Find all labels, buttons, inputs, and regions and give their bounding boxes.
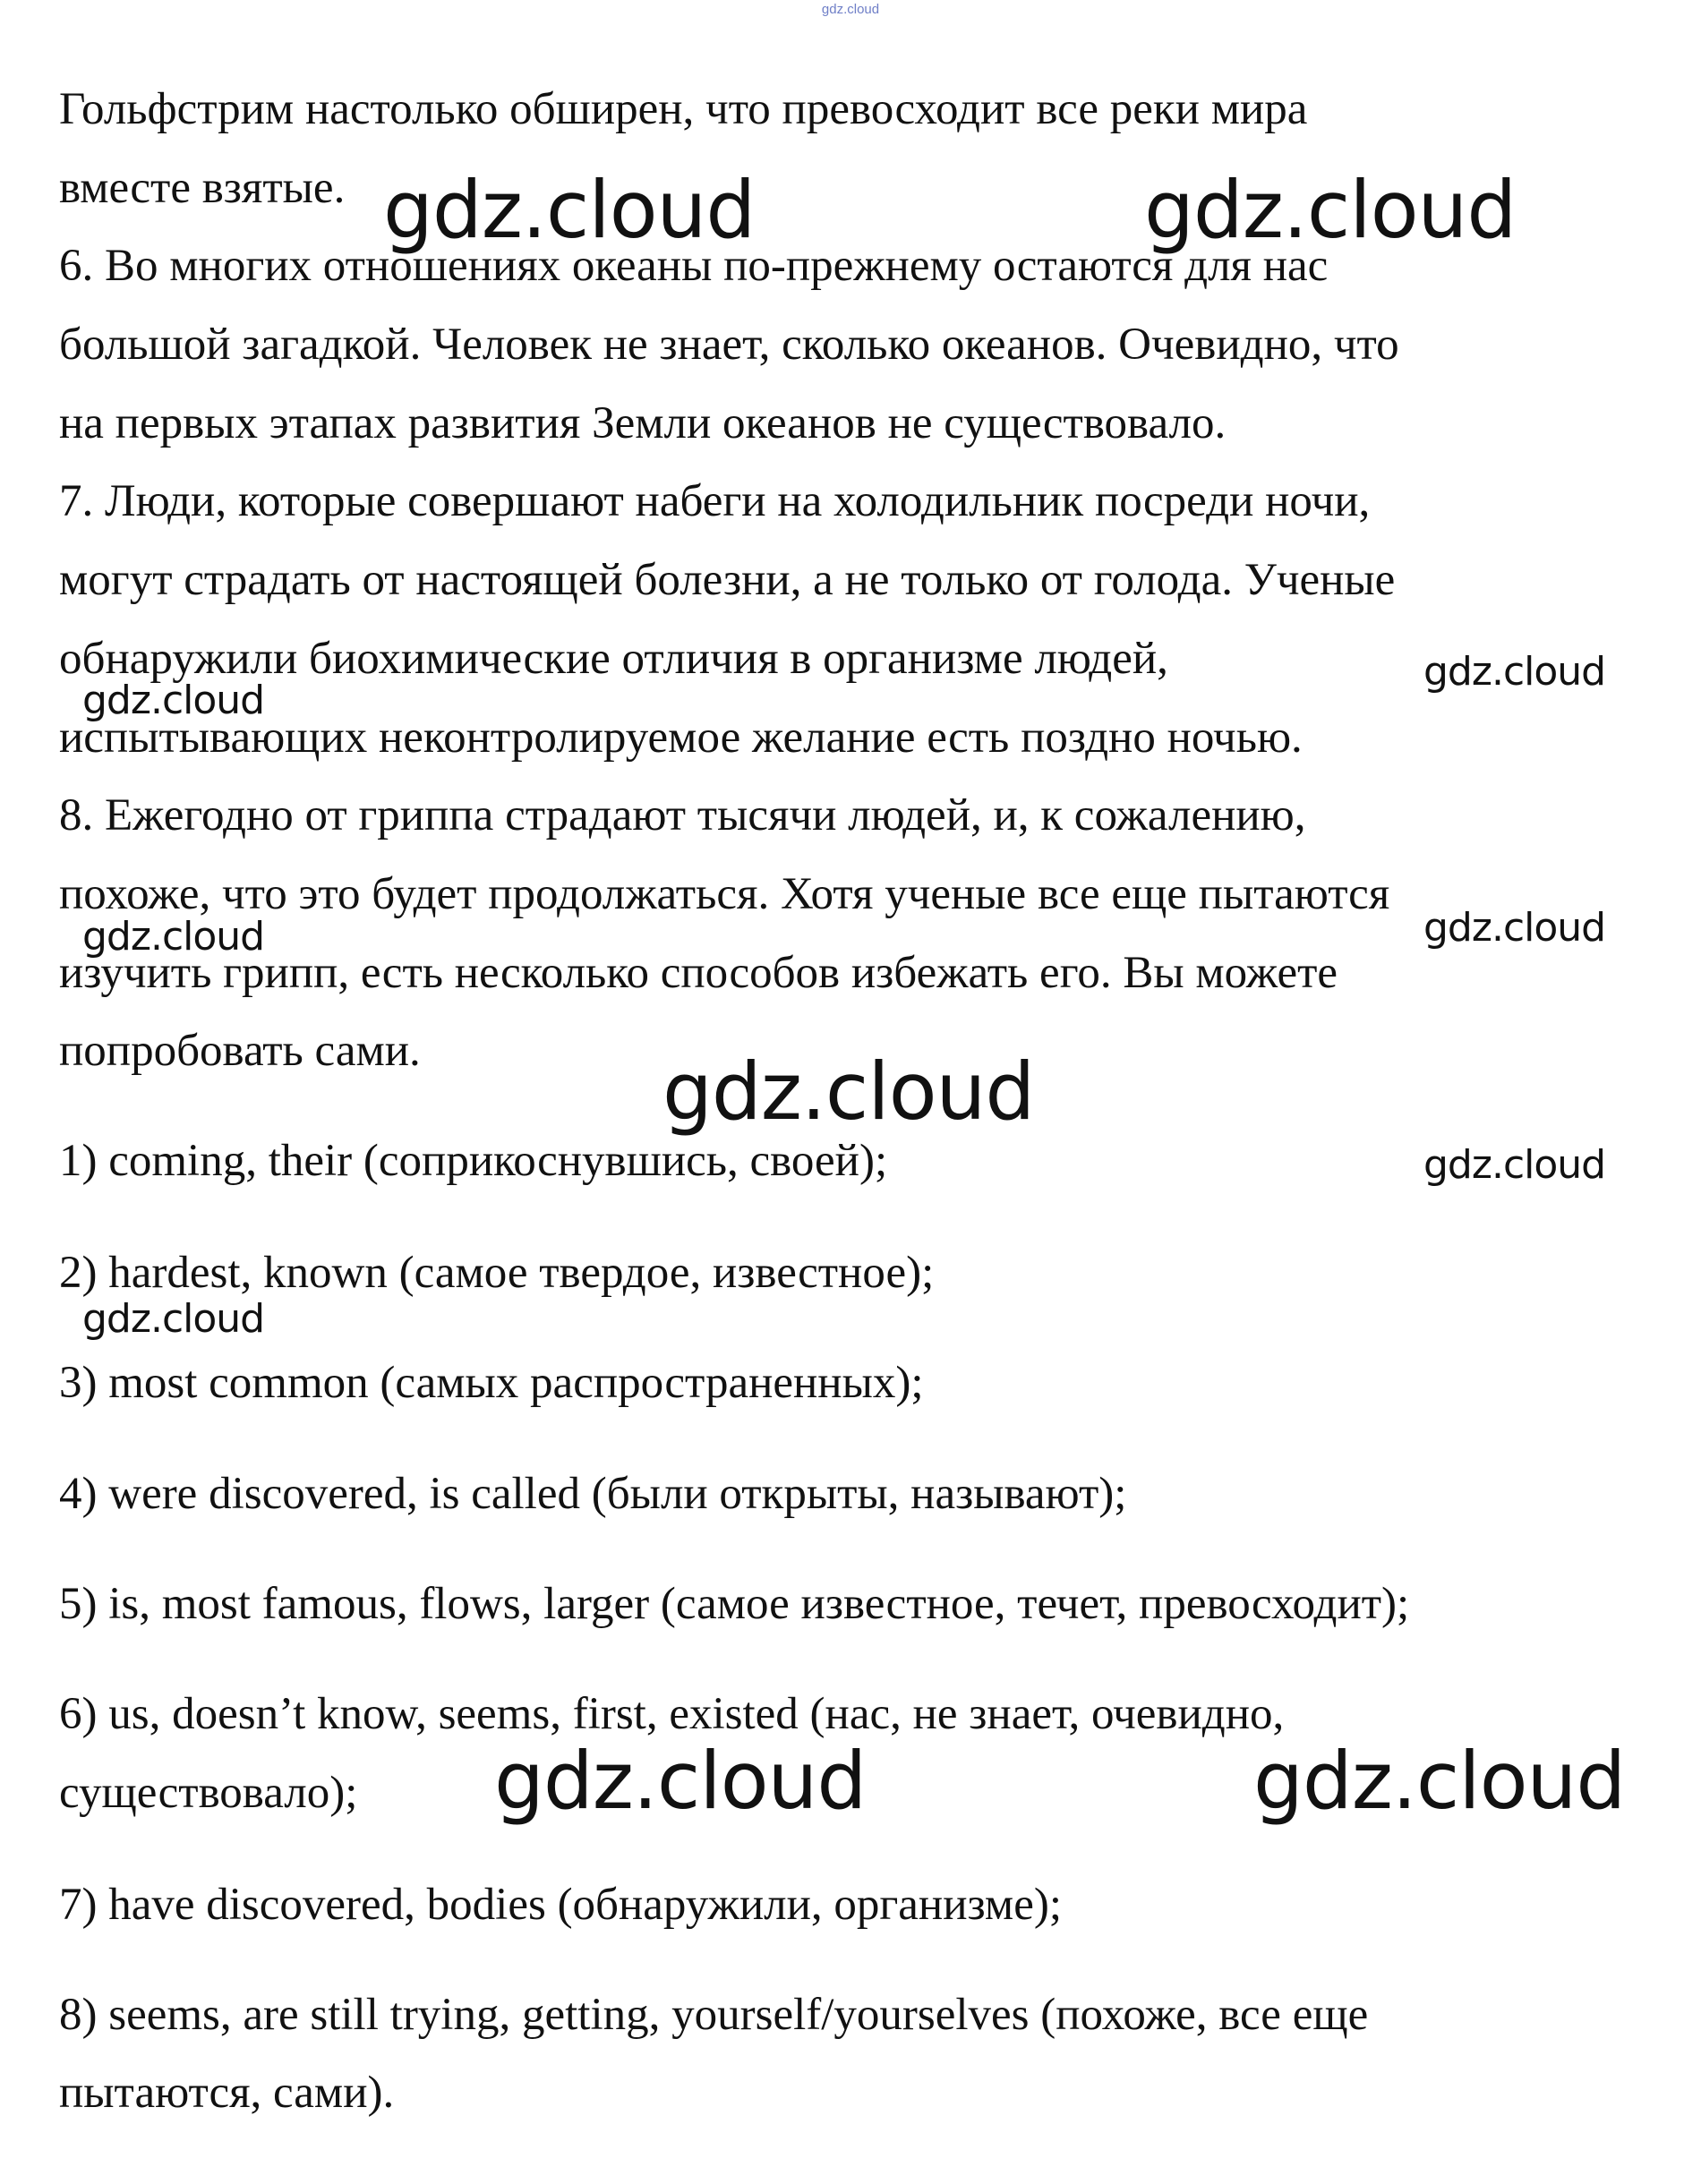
watermark: gdz.cloud [1423, 649, 1606, 695]
watermark: gdz.cloud [383, 164, 756, 256]
answer-item: 3) most common (самых распространенных); [59, 1358, 924, 1408]
answer-item: 4) were discovered, is called (были открыты, называют); [59, 1469, 1127, 1519]
answer-item-continuation: пытаются, сами). [59, 2068, 395, 2118]
watermark: gdz.cloud [1253, 1735, 1626, 1827]
paragraph-line: Гольфстрим настолько обширен, что превосходит все реки мира [59, 84, 1308, 134]
watermark: gdz.cloud [1423, 905, 1606, 951]
paragraph-line: попробовать сами. [59, 1026, 421, 1076]
paragraph-line: вместе взятые. [59, 163, 346, 213]
paragraph-line: 8. Ежегодно от гриппа страдают тысячи людей, и, к сожалению, [59, 790, 1306, 840]
watermark: gdz.cloud [1423, 1142, 1606, 1188]
paragraph-line: 6. Во многих отношениях океаны по-прежнему остаются для нас [59, 241, 1329, 291]
paragraph-line: похоже, что это будет продолжаться. Хотя ученые все еще пытаются [59, 869, 1390, 919]
answer-item: 2) hardest, known (самое твердое, известное); [59, 1248, 935, 1298]
site-mark: gdz.cloud [821, 2, 880, 17]
paragraph-line: 7. Люди, которые совершают набеги на холодильник посреди ночи, [59, 476, 1371, 526]
watermark: gdz.cloud [82, 914, 265, 960]
paragraph-line: обнаружили биохимические отличия в организме людей, [59, 634, 1168, 684]
watermark: gdz.cloud [494, 1735, 867, 1827]
watermark: gdz.cloud [82, 678, 265, 723]
paragraph-line: могут страдать от настоящей болезни, а не только от голода. Ученые [59, 555, 1396, 605]
answer-item: 6) us, doesn’t know, seems, first, existed (нас, не знает, очевидно, [59, 1689, 1285, 1739]
paragraph-line: изучить грипп, есть несколько способов избежать его. Вы можете [59, 948, 1338, 998]
paragraph-line: испытывающих неконтролируемое желание есть поздно ночью. [59, 712, 1303, 763]
answer-item: 8) seems, are still trying, getting, yourself/yourselves (похоже, все еще [59, 1990, 1369, 2040]
answer-item: 7) have discovered, bodies (обнаружили, организме); [59, 1880, 1062, 1930]
answer-item-continuation: существовало); [59, 1768, 358, 1818]
paragraph-line: на первых этапах развития Земли океанов не существовало. [59, 398, 1227, 448]
watermark: gdz.cloud [82, 1296, 265, 1342]
paragraph-line: большой загадкой. Человек не знает, сколько океанов. Очевидно, что [59, 320, 1399, 370]
watermark: gdz.cloud [662, 1045, 1035, 1138]
answer-item: 5) is, most famous, flows, larger (самое известное, течет, превосходит); [59, 1579, 1410, 1629]
watermark: gdz.cloud [1144, 164, 1517, 256]
answer-item: 1) coming, their (соприкоснувшись, своей); [59, 1136, 888, 1186]
